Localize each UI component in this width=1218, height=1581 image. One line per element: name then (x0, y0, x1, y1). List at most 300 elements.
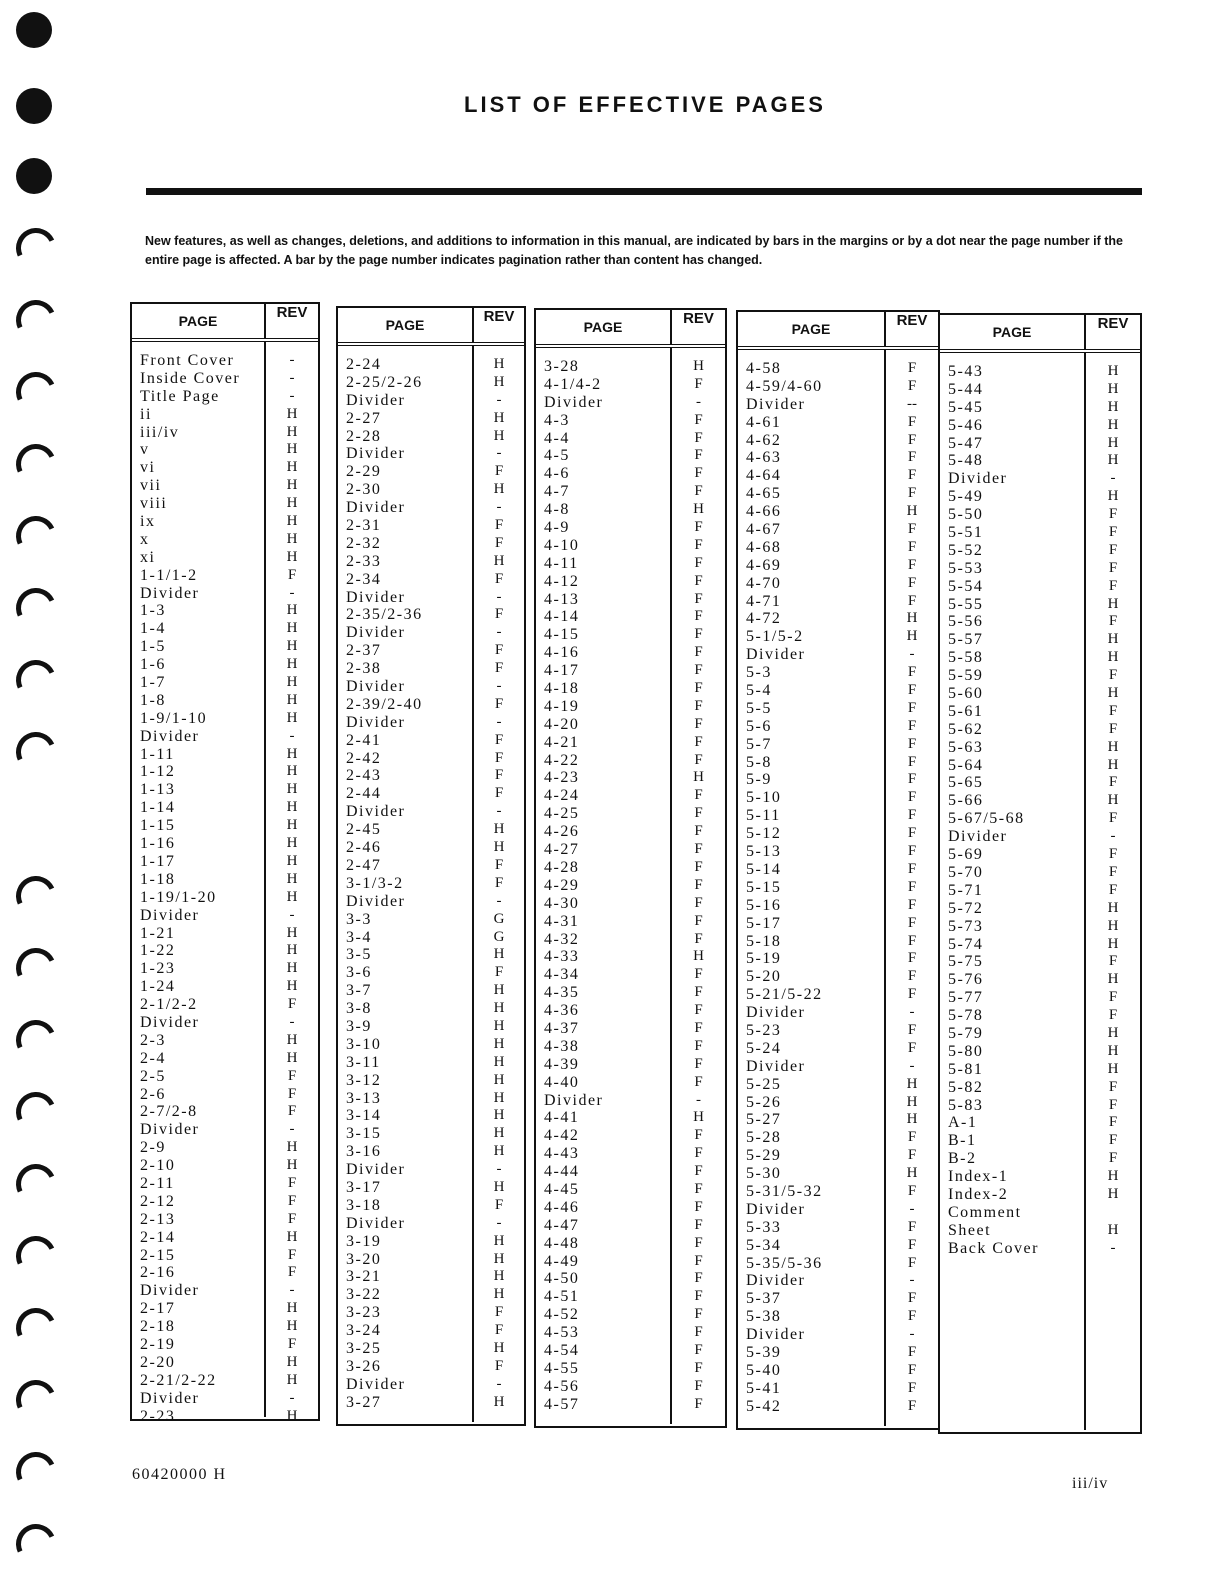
rev-entry: F (694, 554, 703, 571)
rev-entry: F (287, 996, 297, 1013)
page-entry: 5-21/5-22 (746, 986, 823, 1004)
page-entry: Divider (746, 1326, 806, 1344)
page-entry: 4-56 (544, 1377, 580, 1395)
effective-pages-table (130, 302, 320, 1425)
page-entry: 5-8 (746, 753, 772, 771)
page-entry: 4-40 (544, 1073, 580, 1091)
page-entry: 5-82 (948, 1078, 984, 1096)
page-entry: 1-21 (140, 924, 176, 942)
rev-entry: H (1107, 917, 1119, 934)
rev-entry: H (1107, 1060, 1119, 1077)
page-entry: 1-4 (140, 620, 166, 638)
page-entry: 4-21 (544, 733, 580, 751)
rev-entry: F (694, 1037, 703, 1054)
table-header (940, 315, 1140, 353)
rev-entry: H (1107, 1168, 1119, 1185)
rev-entry: F (494, 749, 504, 766)
binder-hole-icon (10, 1518, 61, 1569)
page-entry: Divider (346, 892, 406, 910)
page-entry: 5-37 (746, 1290, 782, 1308)
page-entry: 4-23 (544, 769, 580, 787)
rev-entry: H (493, 1035, 505, 1052)
rev-entry: H (493, 1250, 505, 1267)
rev-entry: F (907, 1397, 917, 1414)
page-entry: 4-58 (746, 360, 782, 377)
rev-entry: F (907, 1379, 917, 1396)
page-entry: 5-27 (746, 1111, 782, 1129)
page-entry: Divider (346, 713, 406, 731)
page-entry: 5-81 (948, 1060, 984, 1078)
rev-entry: H (1107, 792, 1119, 809)
page-entry: 4-31 (544, 912, 580, 930)
page-entry: 5-60 (948, 685, 984, 703)
page-entry: 5-30 (746, 1165, 782, 1183)
rev-entry: - (1110, 470, 1116, 487)
page-entry: 4-24 (544, 787, 580, 805)
page-entry: 2-12 (140, 1192, 176, 1210)
intro-paragraph: New features, as well as changes, deletions, and additions to information in this manual, are indicated by bars in the margins or by a dot near the page number if the entire page is affected. A bar by the page number indicates pagination rather than content has changed. (145, 234, 1123, 267)
rev-entry: H (286, 978, 298, 995)
rev-entry: H (286, 709, 298, 726)
rev-column-header: REV (896, 312, 928, 329)
rev-entry: - (1110, 828, 1116, 845)
rev-entry: - (289, 369, 295, 386)
page-entry: 5-39 (746, 1343, 782, 1361)
rev-entry: H (286, 530, 298, 547)
page-entry: ii (140, 405, 152, 423)
rev-entry: F (694, 1180, 703, 1197)
page-entry: 4-53 (544, 1324, 580, 1342)
rev-entry: H (286, 620, 298, 637)
rev-entry: - (496, 1375, 502, 1392)
rev-entry: F (907, 1236, 917, 1253)
rev-entry: F (694, 429, 703, 446)
page-entry: 5-28 (746, 1129, 782, 1147)
rev-entry: F (1108, 774, 1118, 791)
page-entry: 4-7 (544, 483, 570, 501)
rev-entry: H (286, 781, 298, 798)
page-entry: 5-52 (948, 541, 984, 559)
page-entry: x (140, 530, 150, 548)
binder-hole-icon (10, 222, 61, 273)
rev-entry: H (286, 548, 298, 565)
page-entry: 5-73 (948, 917, 984, 935)
page-entry: 2-14 (140, 1228, 176, 1246)
rev-entry: F (694, 697, 703, 714)
page-entry: 5-77 (948, 989, 984, 1007)
page-entry: Divider (346, 803, 406, 821)
page-entry: 5-1/5-2 (746, 628, 804, 646)
rev-entry: F (694, 930, 703, 947)
rev-entry: F (694, 841, 703, 858)
page-entry: 4-25 (544, 805, 580, 823)
page-entry: 4-52 (544, 1306, 580, 1324)
rev-column (886, 350, 938, 1426)
title-divider (146, 188, 1142, 195)
rev-entry: H (1107, 363, 1119, 379)
rev-entry: H (286, 835, 298, 852)
page-entry: Title Page (140, 387, 220, 405)
rev-entry: H (493, 1089, 505, 1106)
page-entry: 3-18 (346, 1196, 382, 1214)
rev-entry: F (694, 715, 703, 732)
page-entry: 2-46 (346, 839, 382, 857)
page-entry: 5-6 (746, 717, 772, 735)
page-entry: 5-25 (746, 1075, 782, 1093)
rev-entry: F (907, 950, 917, 967)
page-entry: 3-9 (346, 1017, 372, 1035)
rev-entry: F (907, 682, 917, 699)
page-entry: 5-20 (746, 968, 782, 986)
rev-entry: F (494, 856, 504, 873)
page-entry: 4-62 (746, 431, 782, 449)
page-entry: 2-44 (346, 785, 382, 803)
rev-entry: F (494, 534, 504, 551)
page-entry: 1-1/1-2 (140, 566, 198, 584)
page-entry: 4-3 (544, 411, 570, 429)
rev-column-header: REV (483, 308, 515, 325)
rev-entry: F (694, 1055, 703, 1072)
rev-entry: H (693, 1109, 704, 1126)
rev-entry: H (286, 1407, 298, 1424)
page-entry: 5-80 (948, 1042, 984, 1060)
page-entry: 1-12 (140, 763, 176, 781)
page-entry: 3-1/3-2 (346, 874, 404, 892)
rev-entry: - (496, 445, 502, 462)
rev-entry: F (907, 860, 917, 877)
rev-entry: H (493, 1232, 505, 1249)
rev-entry: H (493, 481, 505, 498)
rev-entry: F (907, 431, 917, 448)
page-entry: 2-30 (346, 481, 382, 499)
rev-entry: H (493, 552, 505, 569)
page-entry: Divider (948, 470, 1008, 488)
rev-entry: F (907, 1147, 917, 1164)
rev-entry: - (496, 1161, 502, 1178)
page-entry: 4-49 (544, 1252, 580, 1270)
page-entry: Divider (346, 1161, 406, 1179)
rev-entry: H (1107, 631, 1119, 648)
page-entry: 4-42 (544, 1127, 580, 1145)
page-entry: Front Cover (140, 352, 235, 369)
page-entry: 2-27 (346, 409, 382, 427)
page-entry: Divider (346, 445, 406, 463)
page-entry: 5-79 (948, 1024, 984, 1042)
page-entry: 5-14 (746, 860, 782, 878)
page-entry: 3-26 (346, 1357, 382, 1375)
page-entry: Index-2 (948, 1185, 1009, 1203)
rev-column (672, 348, 725, 1424)
page-entry: 2-41 (346, 731, 382, 749)
rev-entry: F (907, 538, 917, 555)
page-entry: ix (140, 513, 156, 531)
binder-hole-icon (10, 366, 61, 417)
page-entry: 4-32 (544, 930, 580, 948)
page-entry: 2-35/2-36 (346, 606, 423, 624)
page-entry: 3-17 (346, 1178, 382, 1196)
page-entry: Inside Cover (140, 369, 241, 387)
rev-entry: - (696, 393, 701, 410)
page-entry: 4-14 (544, 608, 580, 626)
rev-entry: F (1108, 541, 1118, 558)
rev-entry: H (693, 769, 704, 786)
rev-entry: - (1110, 1239, 1116, 1256)
page-entry: 5-18 (746, 932, 782, 950)
page-entry: 2-37 (346, 642, 382, 660)
page-entry: 4-68 (746, 538, 782, 556)
rev-entry: H (693, 948, 704, 965)
page-entry: 4-33 (544, 948, 580, 966)
page-entry: 2-13 (140, 1210, 176, 1228)
page-entry: 5-4 (746, 682, 772, 700)
page-entry: 5-41 (746, 1379, 782, 1397)
rev-entry: F (287, 1335, 297, 1352)
page-entry: 5-35/5-36 (746, 1254, 823, 1272)
page-column (338, 346, 474, 1422)
rev-entry: F (694, 1341, 703, 1358)
rev-entry: F (907, 968, 917, 985)
rev-entry: - (496, 1214, 502, 1231)
rev-entry: F (907, 771, 917, 788)
rev-entry: F (694, 1252, 703, 1269)
rev-column (1086, 353, 1140, 1430)
rev-entry: F (694, 823, 703, 840)
rev-entry: F (694, 447, 703, 464)
rev-entry: H (1107, 1221, 1119, 1238)
rev-entry: H (906, 1111, 918, 1128)
page-entry: 3-21 (346, 1268, 382, 1286)
rev-entry: H (1107, 738, 1119, 755)
page-entry: 5-51 (948, 524, 984, 542)
rev-entry: F (694, 876, 703, 893)
page-entry: A-1 (948, 1114, 978, 1132)
page-number: iii/iv (1072, 1475, 1109, 1492)
rev-entry: H (286, 638, 298, 655)
page-entry: vii (140, 477, 162, 495)
page-entry: 4-17 (544, 662, 580, 680)
rev-entry: H (286, 674, 298, 691)
rev-entry: H (493, 356, 505, 372)
page-entry: 1-9/1-10 (140, 709, 208, 727)
rev-entry: F (494, 570, 504, 587)
page-entry: 4-47 (544, 1216, 580, 1234)
rev-entry: F (694, 1145, 703, 1162)
rev-column (266, 342, 318, 1424)
page-entry: 2-19 (140, 1335, 176, 1353)
page-entry: 5-70 (948, 863, 984, 881)
rev-entry: F (694, 465, 703, 482)
page-column-header: PAGE (132, 304, 266, 338)
rev-entry: F (907, 377, 917, 394)
table-header (536, 310, 725, 348)
page-entry: Divider (746, 1272, 806, 1290)
page-entry: 5-46 (948, 416, 984, 434)
rev-entry: H (1107, 935, 1119, 952)
effective-pages-table (534, 308, 727, 1428)
rev-entry: H (286, 1049, 298, 1066)
page-entry: 5-45 (948, 398, 984, 416)
rev-entry: F (694, 662, 703, 679)
rev-entry: - (909, 1004, 915, 1021)
page-entry: 5-34 (746, 1236, 782, 1254)
rev-entry: F (694, 572, 703, 589)
rev-entry: H (286, 888, 298, 905)
rev-entry: H (286, 852, 298, 869)
page-entry: 4-34 (544, 966, 580, 984)
rev-entry: F (1108, 577, 1118, 594)
rev-entry: F (694, 590, 703, 607)
page-entry: 5-38 (746, 1308, 782, 1326)
rev-entry: H (286, 799, 298, 816)
effective-pages-table (336, 306, 526, 1426)
page-column-header: PAGE (536, 310, 672, 344)
page-entry: 5-53 (948, 559, 984, 577)
page-entry: 2-4 (140, 1049, 166, 1067)
rev-entry: F (1108, 720, 1118, 737)
page-entry: 4-41 (544, 1109, 580, 1127)
rev-entry: - (289, 1121, 295, 1138)
effective-pages-table (938, 313, 1142, 1434)
page-entry: 3-16 (346, 1143, 382, 1161)
page-entry: 1-7 (140, 674, 166, 692)
page-entry: 5-50 (948, 506, 984, 524)
rev-entry: H (286, 924, 298, 941)
page-entry: 4-13 (544, 590, 580, 608)
rev-entry: - (289, 727, 295, 744)
rev-entry: F (494, 463, 504, 480)
rev-entry: F (907, 1182, 917, 1199)
rev-entry: H (1107, 971, 1119, 988)
page-column-header: PAGE (338, 308, 474, 342)
rev-entry: F (907, 914, 917, 931)
rev-entry: - (909, 1326, 915, 1343)
rev-entry: H (493, 1071, 505, 1088)
rev-column (474, 346, 524, 1422)
rev-entry: F (494, 642, 504, 659)
page-entry: 3-12 (346, 1071, 382, 1089)
rev-entry: F (694, 1270, 703, 1287)
page-entry: 3-4 (346, 928, 372, 946)
rev-entry: - (496, 499, 502, 516)
rev-entry: F (694, 483, 703, 500)
rev-entry: F (907, 664, 917, 681)
rev-entry: F (494, 660, 504, 677)
rev-entry: - (496, 713, 502, 730)
page-entry: 5-78 (948, 1007, 984, 1025)
rev-entry: F (694, 984, 703, 1001)
page-entry: 4-72 (746, 610, 782, 628)
page-entry: 2-15 (140, 1246, 176, 1264)
page-entry: 4-22 (544, 751, 580, 769)
rev-entry: H (286, 691, 298, 708)
table-header (132, 304, 318, 342)
page-entry: 2-16 (140, 1264, 176, 1282)
rev-entry: - (696, 1091, 701, 1108)
page-entry: 5-61 (948, 702, 984, 720)
page-entry: 2-42 (346, 749, 382, 767)
rev-entry: H (906, 1165, 918, 1182)
page-entry: 4-11 (544, 554, 579, 572)
page-entry: 5-72 (948, 899, 984, 917)
page-entry: 4-66 (746, 503, 782, 521)
rev-entry: F (907, 1021, 917, 1038)
rev-entry: H (493, 1107, 505, 1124)
page-entry: 2-5 (140, 1067, 166, 1085)
rev-entry: H (286, 1228, 298, 1245)
rev-entry: F (1108, 810, 1118, 827)
rev-entry: - (496, 391, 502, 408)
page-entry: 1-13 (140, 781, 176, 799)
rev-entry: G (493, 910, 505, 927)
rev-entry: F (494, 1304, 504, 1321)
rev-entry: F (907, 986, 917, 1003)
rev-entry: H (1107, 595, 1119, 612)
rev-entry: H (493, 1339, 505, 1356)
page-entry: 1-18 (140, 870, 176, 888)
rev-entry: H (906, 1075, 918, 1092)
page-entry: 5-54 (948, 577, 984, 595)
binder-hole-icon (10, 942, 61, 993)
page-entry: 3-6 (346, 964, 372, 982)
rev-entry: F (1108, 1007, 1118, 1024)
page-entry: B-1 (948, 1132, 977, 1150)
binder-hole-icon (10, 294, 61, 345)
page-entry: 5-62 (948, 720, 984, 738)
page-entry: 4-69 (746, 556, 782, 574)
page-entry: 5-31/5-32 (746, 1182, 823, 1200)
page-entry: 5-26 (746, 1093, 782, 1111)
binder-hole-icon (10, 870, 61, 921)
page-entry: Divider (140, 1013, 200, 1031)
page-entry: 3-3 (346, 910, 372, 928)
rev-entry: H (493, 409, 505, 426)
rev-entry: H (1107, 416, 1119, 433)
page-entry: Divider (140, 1121, 200, 1139)
rev-entry: F (694, 608, 703, 625)
page-entry: 4-43 (544, 1145, 580, 1163)
rev-entry: F (907, 1218, 917, 1235)
rev-entry: H (286, 1318, 298, 1335)
page-entry: 4-16 (544, 644, 580, 662)
rev-entry: - (289, 1282, 295, 1299)
rev-entry: H (286, 1139, 298, 1156)
rev-entry: - (289, 1013, 295, 1030)
page-entry: 3-5 (346, 946, 372, 964)
binder-hole-icon (10, 1374, 61, 1425)
rev-entry: H (286, 495, 298, 512)
page-entry: 4-10 (544, 536, 580, 554)
binder-hole-icon (10, 1086, 61, 1137)
page-entry: 1-15 (140, 817, 176, 835)
page-entry: Index-1 (948, 1168, 1009, 1186)
page-entry: 2-6 (140, 1085, 166, 1103)
page-entry: Divider (746, 1200, 806, 1218)
rev-entry: H (286, 1300, 298, 1317)
rev-entry: F (1108, 1114, 1118, 1131)
page-entry: 5-63 (948, 738, 984, 756)
rev-entry: F (907, 1290, 917, 1307)
rev-entry: - (909, 1057, 915, 1074)
page-entry: Divider (140, 727, 200, 745)
rev-entry: H (1107, 380, 1119, 397)
rev-entry: - (289, 352, 295, 368)
page-entry: B-2 (948, 1150, 977, 1168)
page-entry: viii (140, 495, 168, 513)
rev-entry: H (286, 1371, 298, 1388)
page-entry: 4-54 (544, 1341, 580, 1359)
rev-entry: F (1108, 1150, 1118, 1167)
page-entry: 4-71 (746, 592, 782, 610)
